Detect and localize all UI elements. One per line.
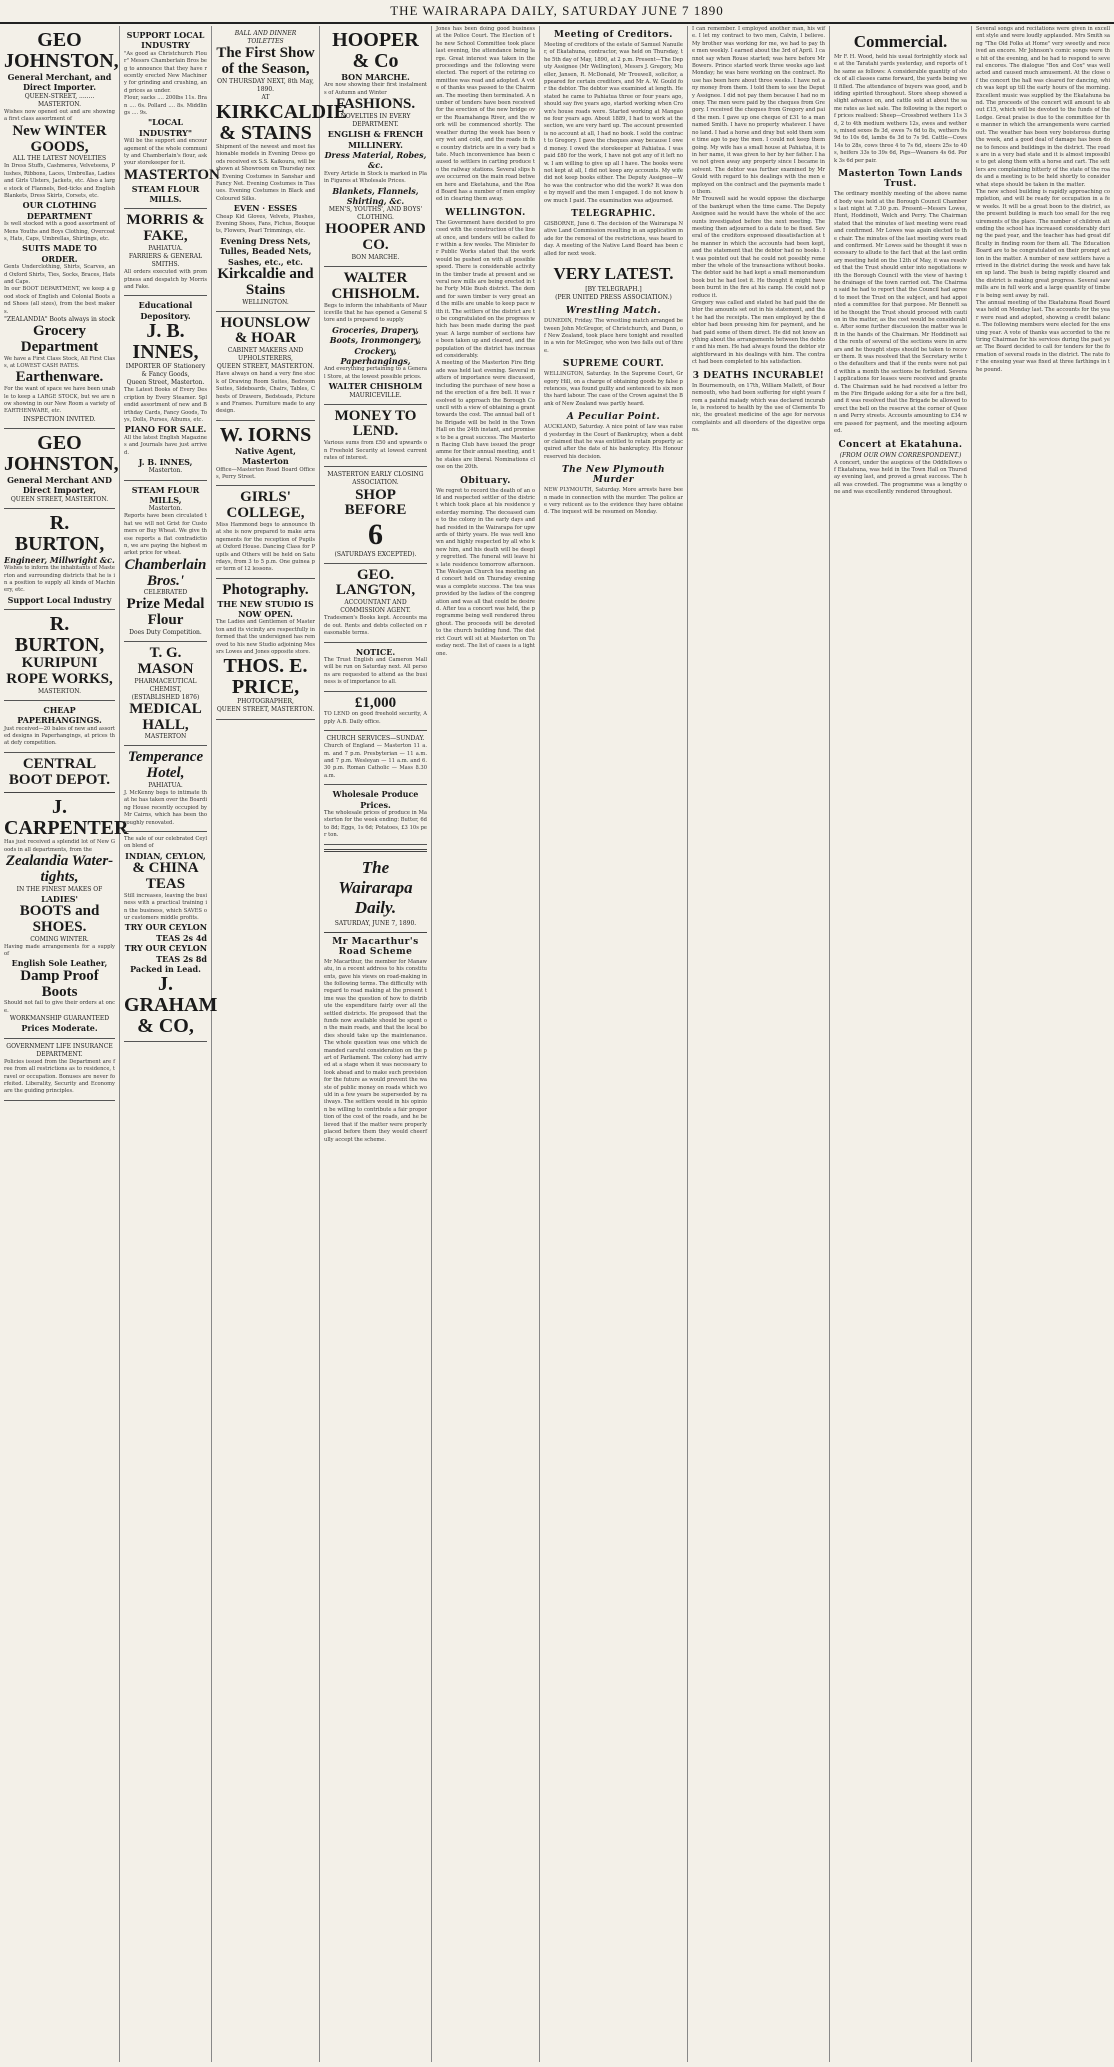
ad-morris-fake: MORRIS & FAKE, PAHIATUA. FARRIERS & GENERAL SMITHS. All orders executed with promptness and despatch by Morris and Fake. — [124, 209, 207, 296]
ad-geo-johnston: GEO JOHNSTON, General Merchant, and Direct Importer. QUEEN-STREET, ........ MASTERTON. Wishes now opened out and are showing a first class assortment of New WINTER GOODS, ALL THE LATEST NOVELTIES In Dress Stuffs, Cashmeres, Velveteens, Plushes, Ribbons, Laces, Umbrellas, Ladies and Girls Ulsters, Jackets, etc. Also a large stock of Flannels, Bed-ticks and English Blankets, Dress Skirts, Corsets, etc. OUR CLOTHING DEPARTMENT Is well stocked with a good assortment of Mens Youths and Boys Clothing, Overcoats, Hats, Caps, Umbrellas, Shirtings, etc. SUITS MADE TO ORDER. Gents Underclothing, Shirts, Scarves, and Oxford Shirts, Ties, Socks, Braces, Hats and Caps. In our BOOT DEPARTMENT, we keep a good stock of English and Colonial Boots and Shoes (all sizes), from the best makers. "ZEALANDIA" Boots always in stock Grocery Department We have a First Class Stock, All First Class, at LOWEST CASH RATES. Earthenware. For the want of space we have been unable to keep a LARGE STOCK, but we are now showing in our New Room a variety of EARTHENWARE, etc. INSPECTION INVITED. — [4, 26, 115, 429]
ad-walter-chisholm: WALTER CHISHOLM. Begs to inform the inhabitants of Mauriceville that he has opened a General Store and is prepared to supply Groceries, Drapery, Boots, Ironmongery, Crockery, Paperhangings, And everything pertaining to a General Store, at the lowest possible prices. WALTER CHISHOLM MAURICEVILLE. — [324, 267, 427, 405]
ad-hooper: HOOPER & Co BON MARCHE. Are now showing their first instalments of Autumn and Winter FASHIONS. NOVELTIES IN EVERY DEPARTMENT. ENGLISH & FRENCH MILLINERY. Dress Material, Robes, &c. Every Article in Stock is marked in Plain Figures at Wholesale Prices. Blankets, Flannels, Shirting, &c. MEN'S, YOUTHS', AND BOYS' CLOTHING. HOOPER AND CO. BON MARCHE. — [324, 26, 427, 267]
column-1 — [0, 26, 129, 2062]
ad-mason-chemist: T. G. MASON PHARMACEUTICAL CHEMIST, (ESTABLISHED 1876) MEDICAL HALL, MASTERTON — [124, 642, 207, 746]
ad-photography: Photography. THE NEW STUDIO IS NOW OPEN. The Ladies and Gentlemen of Masterton and its vicinity are respectfully informed that the undersigned has removed to his new Studio adjoining Messrs Lowes and Jones opposite store. THOS. E. PRICE, PHOTOGRAPHER, QUEEN STREET, MASTERTON. — [216, 579, 315, 720]
ad-rope-works: R. BURTON, KURIPUNI ROPE WORKS, MASTERTON. — [4, 610, 115, 701]
produce-prices: Wholesale Produce Prices. The wholesale prices of produce in Masterton for the week ending: Butter, 6d to 8d; Eggs, 1s 6d; Potatoes, £3 10s per ton. — [324, 785, 427, 844]
ad-kirkcaldie-stains: BALL AND DINNER TOILETTES The First Show of the Season, ON THURSDAY NEXT, 8th May, 1890. AT KIRKCALDIE & STAINS Shipment of the newest and most fashionable models in Evening Dress goods received ex S.S. Kaikoura, will be shown at Showroom on Thursday next. Evening Costumes in Sanshar and Fancy Net. Evening Costumes in Tissues. Evening Costumes in Black and Coloured Silks. EVEN · ESSES Cheap Kid Gloves, Velvets, Plushes, Evening Shoes, Fans, Fichus, Bouquets, Flowers, Pearl Trimmings, etc. Evening Dress Nets, Tulles, Beaded Nets, Sashes, etc., etc. Kirkcaldie and Stains WELLINGTON. — [216, 26, 315, 312]
ad-money-to-lend: MONEY TO LEND. Various sums from £50 and upwards on Freehold Security at lowest current rates of interest. — [324, 405, 427, 468]
ad-central-boot-depot: CENTRAL BOOT DEPOT. J. CARPENTER Has just received a splendid lot of New Goods in all departments, from the Zealandia Water-tights, IN THE FINEST MAKES OF LADIES' BOOTS and SHOES. COMING WINTER. Having made arrangements for a supply of English Sole Leather, Damp Proof Boots Should not fail to give their orders at once. WORKMANSHIP GUARANTEED Prices Moderate. — [4, 753, 115, 1039]
ad-early-closing: MASTERTON EARLY CLOSING ASSOCIATION. SHOP BEFORE 6 (SATURDAYS EXCEPTED). — [324, 467, 427, 563]
paper-masthead: The Wairarapa Daily. — [338, 857, 413, 917]
column-2 — [120, 26, 220, 2062]
column-9: Several songs and recitations were given in excellent style and were loudly applauded. Mrs Smith sang "The Old Folks at Home" very sweetly and received an encore. Mr Johnson's comic songs were the hit of the evening, and he had to respond to several encores. The dialogue "Box and Cox" was well acted and caused much amusement. At the close of the concert the hall was cleared for dancing, which was kept up till the early hours of the morning. Excellent music was supplied by the Ekatahuna band. The proceeds of the concert will amount to about £15, which will be devoted to the funds of the Lodge. Great praise is due to the committee for the manner in which the arrangements were carried out. The weather has been very boisterous during the week, and a good deal of damage has been done to fences and buildings in the district. The roads are in a very bad state and it is almost impossible to get along them with a horse and cart. The settlers are complaining bitterly of the state of the roads and a meeting is to be held shortly to consider what steps should be taken in the matter. The new school building is rapidly approaching completion, and will be ready for occupation in a few weeks. It will be a great boon to the district, as the present building is much too small for the requirements of the place. The number of children attending the school has increased considerably during the past year, and the teacher has had great difficulty in finding room for them all. The Education Board are to be congratulated on their prompt action in the matter. A number of new settlers have arrived in the district during the week and have taken up land. The bush is being rapidly cleared and the district is making great progress. Several sawmills are in full work and a large quantity of timber is being sent away by rail. The annual meeting of the Ekatahuna Road Board was held on Monday last. The accounts for the year were read and adopted, showing a credit balance. The following members were elected for the ensuing year. A vote of thanks was accorded to the retiring Chairman for his services during the past year. The Board decided to call for tenders for the formation of several roads in the district. The rate for the ensuing year was fixed at three farthings in the pound. — [976, 26, 1110, 373]
column-6: Meeting of Creditors. Meeting of creditors of the estate of Samuel Nanuiler, of Ekatahuna, contractor, was held on Thursday, the 5th day of May, 1890, at 2 p.m. Present—The Deputy Assignee (Mr Wellington), Messrs J. Gregory, Mueller, Jansen, R. McDonald, Mr Trouwell, solicitor, appeared for certain creditors, and Mr A. W. Gould for the debtor. The debtor was examined at length. He stated he came to Pahiatua three or four years ago, should say five years ago, started working when Crown's house roads were. Started working at Mangaone four years ago. About 1889, I had to work at the section, we are very hard up. The account presented is no account at all, I had no book. I sold the contract to Gregory. I gave the cheques away because I owed money. I owed the storekeeper at Pahiatua. I was paid £80 for the work, I have not got any of it left now. I am willing to give up all I have. The books were not kept at all, I did not keep any accounts. My wife did not keep books either. The Deputy Assignee—Who was the contractor who did the work? It was done by myself and the men I engaged. I do not know how much I paid. The examination was adjourned. TELEGRAPHIC. GISBORNE, June 6. The decision of the Wairarapa Native Land Commission resulting in an application made for the removal of the restrictions, was heard today. A meeting of the Native Land Board has been called for next week. VERY LATEST. [BY TELEGRAPH.] (PER UNITED PRESS ASSOCIATION.) Wrestling Match. DUNEDIN, Friday. The wrestling match arranged between John McGregor, of Christchurch, and Dunn, of New Zealand, took place here tonight and resulted in a win for McGregor, who won two falls out of three. SUPREME COURT. WELLINGTON, Saturday. In the Supreme Court, Gregory Hill, on a charge of obtaining goods by false pretences, was found guilty and sentenced to six months hard labour. The case of the Crown against the Bank of New Zealand was partly heard. A Peculiar Point. AUCKLAND, Saturday. A nice point of law was raised yesterday in the Court of Bankruptcy, when a debtor claimed that he was entitled to retain property acquired after the date of his bankruptcy. His Honour reserved his decision. The New Plymouth Murder NEW PLYMOUTH, Saturday. More arrests have been made in connection with the murder. The police are very reticent as to the evidence they have obtained. The inquest will be resumed on Monday. — [540, 26, 688, 2062]
ad-innes: Educational Depository. J. B. INNES, IMPORTER OF Stationery & Fancy Goods, Queen Street, Masterton. The Latest Books of Every Description by Every Steamer. Splendid assortment of new and Birthday Cards, Fancy Goods, Toys, Dolls, Purses, Albums, etc. PIANO FOR SALE. All the latest English Magazines and Journals have just arrived. J. B. INNES, Masterton. — [124, 296, 207, 480]
church-services: CHURCH SERVICES—SUNDAY. Church of England — Masterton 11 a.m. and 7 p.m. Presbyterian — 11 a.m. and 7 p.m. Wesleyan — 11 a.m. and 6.30 p.m. Roman Catholic — Mass 8.30 a.m. — [324, 731, 427, 785]
ad-paperhangings: CHEAP PAPERHANGINGS. Just received—20 bales of new and assorted designs in Paperhangings, at prices that defy competition. — [4, 701, 115, 753]
editorial: The Wairarapa Daily. SATURDAY, JUNE 7, 1890. Mr Macarthur's Road Scheme Mr Macarthur, the member for Manawatu, in a recent address to his constituents, gave his views on road-making in the following terms. The difficulty with regard to road making at the present time was the question of how to distribute the expenditure fairly over all the settled districts. He proposed that the funds now available should be spent on the main roads, and that the local bodies should take up the maintenance. The whole question was one which demanded careful consideration on the part of Parliament. The colony had arrived at a stage when it was necessary to look ahead and to make such provision for the future as would prevent the waste of public money on roads which would in a few years be superseded by railways. The settlers would in his opinion be willing to contribute a fair proportion of the cost of the roads, and he believed that if the matter were properly placed before them they would cheerfully accept the scheme. — [324, 857, 427, 1143]
ad-notice: NOTICE. The Trust English and Cameron Mall will be run on Saturday next. All persons are requested to attend as the business is of importance to all. — [324, 643, 427, 692]
ad-geo-johnston-2: GEO JOHNSTON, General Merchant AND Direct Importer, QUEEN STREET, MASTERTON. — [4, 429, 115, 509]
ad-r-burton: R. BURTON, Engineer, Millwright &c. Wishes to inform the inhabitants of Masterton and surrounding districts that he is in a position to supply all kinds of Machinery, etc. Support Local Industry — [4, 509, 115, 610]
ad-steam-flour-mills: STEAM FLOUR MILLS, Masterton. Reports have been circulated that we will not Grist for Customers or Buy Wheat. We give these reports a flat contradiction, we are paying the highest market price for wheat. Chamberlain Bros.' CELEBRATED Prize Medal Flour Does Duty Competition. — [124, 481, 207, 643]
ad-support-local-industry: SUPPORT LOCAL INDUSTRY "As good as Christchurch Flour" Messrs Chamberlain Bros beg to announce that they have recently erected New Machinery for grinding and crushing, and prices as under. Flour, sacks .... 200lbs 11s. Bran .... 6s. Pollard .... 8s. Middlings .... 9s. "LOCAL INDUSTRY" Will be the support and encouragement of the whole community and Chamberlain's flour, ask your storekeeper for it. MASTERTON STEAM FLOUR MILLS. — [124, 26, 207, 209]
column-3 — [212, 26, 348, 2062]
ad-temperance-hotel: Temperance Hotel, PAHIATUA. J. McKenny begs to intimate that he has taken over the Boarding House recently occupied by Mr Cairns, which has been thoroughly renovated. — [124, 746, 207, 832]
masthead-title: THE WAIRARAPA DAILY, SATURDAY JUNE 7 1890 — [390, 3, 724, 18]
ad-iorns: W. IORNS Native Agent, Masterton Office—Masterton Road Board Offices, Perry Street. — [216, 421, 315, 487]
column-7: I can remember. I employed another man, his wife. I let my contract to two men, Calvin, I believe. My brother was working for me, we had to pay the men weekly. I earned about the 3rd of April. I cannot say when Rouse started; was here before Mr Bowers. Prince started work three weeks ago last Monday; he was here working on the contract. Rouse has been here about three weeks. I have not any money from them. I told them to see the Deputy Assignee. I did not pay them because I had no money. The men were paid by the cheques from Gregory. I received the cheques from Gregory and paid the men. I gave up one cheque of £31 to a man named Smith. I have no property whatever. I have no land. I had a horse and dray but sold them some time ago to pay the men. I could not keep them going. My wife has a small house at Pahiatua, it is in her name, it was given to her by her father. I have not given away any property since I became insolvent. The debtor was further examined by Mr Gould with regard to his dealings with the men employed on the contract and the payments made to them. Mr Trouwell said he would oppose the discharge of the bankrupt when the time came. The Deputy Assignee said he would have the whole of the accounts investigated before the next meeting. The meeting then adjourned to a date to be fixed. Several of the creditors expressed dissatisfaction at the manner in which the accounts had been kept, and the statement that the debtor had no books. It was pointed out that he could not possibly remember the whole of the transactions without books. The debtor said he had kept a small memorandum book but he had lost it. He thought it might have been burnt in the fire at his camp. He could not produce it. Gregory was called and stated he had paid the debtor the amounts set out in his statement, and that he had the receipts. The men employed by the debtor had been pressing him for payment, and he had paid some of them direct. He did not know anything about the arrangements between the debtor and his men. He had always found the debtor straightforward in his dealings with him. The contract had been completed to his satisfaction. 3 DEATHS INCURABLE! In Bournemouth, on 17th, William Mallett, of Bournemouth, who had been suffering for eight years from a painful malady which was declared incurable, is restored to health by the use of Clements Tonic, the greatest medicine of the age for nervous complaints and all disorders of the digestive organs. — [688, 26, 830, 2062]
column-4 — [320, 26, 432, 2062]
ad-title: GEO JOHNSTON, — [4, 29, 119, 72]
ad-langton: GEO. LANGTON, ACCOUNTANT AND COMMISSION AGENT. Tradesmen's Books kept. Accounts made out. Rents and debts collected on reasonable terms. — [324, 564, 427, 643]
column-8: Commercial. Mr F. H. Wood, held his usual fortnightly stock sale at the Taratahi yards yesterday, and reports of the same as follows: A considerable quantity of stock of all classes came forward, the yards being well filled. The attendance of buyers was good, and bidding spirited throughout. Store sheep showed a slight advance on, and cattle sold at about the same rates as last sale. The following is the report of prices realised: Sheep—Crossbred wethers 11s 3d, 2 to 4th medium wethers 12s, ewes and wethers, mixed sexes 8s 3d, ewes 7s 6d to 8s, wethers 9s 9d to 10s 6d, lambs 6s 3d to 7s 9d. Cattle—Cows 14s to 28s, cows three 4 to 7s 6d, steers 25s to 40s, heifers 33s to 39s 6d, Pigs—Weaners 4s 6d. Pork 3s 6d per pair. Masterton Town Lands Trust. The ordinary monthly meeting of the above named body was held at the Borough Council Chambers last night at 7.30 p.m. Present—Messrs Lowes, Hunt, Hoddinott, Welch and Perry. The Chairman stated that the minutes of last meeting were read and confirmed. Mr Lowes was again elected to the chair. The minutes of the last meeting were read and confirmed. Mr Lowes said he thought it was necessary to allude to the fact that at the last ordinary meeting held on the 12th of May, it was resolved that the Trust should enter into negotiations with the Borough Council with the view of having the drainage of the town carried out. The Chairman said he had to report that the Council had agreed to meet the Trust on the subject, and had appointed a committee for that purpose. Mr Bennett said he thought the Trust should proceed with caution in the matter, as the cost would be considerable. After some further discussion the matter was left in the hands of the Chairman. Mr Hoddinott said the rents of several of the sections were in arrears and he thought steps should be taken to recover them. It was resolved that the Secretary write to the defaulters and that if the rents were not paid within a month the sections be forfeited. Several applications for leases were received and granted. The Chairman said he had received a letter from the Fire Brigade asking for a site for a fire bell, and it was resolved that the Brigade be allowed to erect the bell on the reserve at the corner of Queen and Perry streets. Accounts amounting to £34 were passed for payment, and the meeting adjourned. Concert at Ekatahuna. (FROM OUR OWN CORRESPONDENT.) A concert, under the auspices of the Oddfellows of Ekatahuna, was held in the Town Hall on Thursday evening last, and proved a great success. The hall was crowded. The programme was a lengthy one and was excellently rendered throughout. — [830, 26, 972, 2062]
masthead — [0, 0, 1114, 24]
ad-insurance: GOVERNMENT LIFE INSURANCE DEPARTMENT. Policies issued from the Department are free from all restrictions as to residence, travel or occupation. Bonuses are never forfeited. Liberality, Security and Economy are the guiding principles. — [4, 1039, 115, 1101]
ad-girls-college: GIRLS' COLLEGE, Miss Hammond begs to announce that she is now prepared to make arrangements for the reception of Pupils at Oxford House. Dancing Class for Pupils and Others will be held on Saturdays, from 3 to 5 p.m. One guinea per term of 12 lessons. — [216, 486, 315, 578]
ad-1000-to-lend: £1,000 TO LEND on good freehold security, Apply A.B. Daily office. — [324, 692, 427, 732]
ad-hounslow-hoar: HOUNSLOW & HOAR CABINET MAKERS AND UPHOLSTERERS, QUEEN STREET, MASTERTON. Have always on hand a very fine stock of Drawing Room Suites, Bedroom Suites, Sideboards, Chairs, Tables, Chests of Drawers, Bedsteads, Pictures and Frames. Furniture made to any design. — [216, 312, 315, 421]
column-5: Jones has been doing good business at the Police Court. The Election of the new School Committee took place last evening, the attendance being large. Great interest was taken in the proceedings and the following were elected. The report of the retiring committee was read and adopted. A vote of thanks was passed to the Chairman. The meeting then terminated. A number of tenders have been received for the erection of the new bridge over the Ruamahanga River, and the work will be commenced shortly. The weather during the week has been very wet and cold, and the roads in the country districts are in a very bad state. Much inconvenience has been caused to settlers in carting produce to the railway stations. Several slips have occurred on the main road between here and Eketahuna, and the Road Board has a number of men employed in clearing them away. WELLINGTON. The Government have decided to proceed with the construction of the line at once, and tenders will be called for within a few weeks. The Minister for Public Works stated that the work would be pushed on with all possible speed. There is considerable activity in the timber trade at present and several new mills are being erected in the Forty Mile Bush district. The demand for sawn timber is very great and the mills are unable to keep pace with it. The settlers of the district are to be congratulated on the progress which has been made during the past year. A large number of sections have been taken up and cleared, and the population of the district has increased considerably. A meeting of the Masterton Fire Brigade was held last evening. Several matters of importance were discussed, including the purchase of new hose and the erection of a fire bell. It was resolved to approach the Borough Council with a view of obtaining a grant towards the cost. The annual ball of the Brigade will be held in the Town Hall on the 24th instant, and promises to be a great success. The Masterton Racing Club have issued the programme for their annual meeting, and the stakes are liberal. Nominations close on the 20th. Obituary. We regret to record the death of an old and respected settler of the district which took place at his residence yesterday morning. The deceased came to the colony in the early days and had resided in the Wairarapa for upwards of thirty years. He was well known and highly respected by all who knew him, and his death will be deeply regretted. The funeral will leave his late residence tomorrow afternoon. The Wesleyan Church tea meeting and concert held on Thursday evening was a complete success. The tea was provided by the ladies of the congregation and was all that could be desired. After tea a concert was held, the programme being well rendered throughout. The proceeds will be devoted to the church building fund. The district Court will sit at Masterton on Tuesday next. The list of cases is a light one. — [432, 26, 540, 2062]
ad-graham-teas: The sale of our celebrated Ceylon blend of INDIAN, CEYLON, & CHINA TEAS Still increases, leaving the business with a practical training in the business, which SAVES our customers middle profits. TRY OUR CEYLON TEAS 2s 4d TRY OUR CEYLON TEAS 2s 8d Packed in Lead. J. GRAHAM & CO, — [124, 832, 207, 1042]
